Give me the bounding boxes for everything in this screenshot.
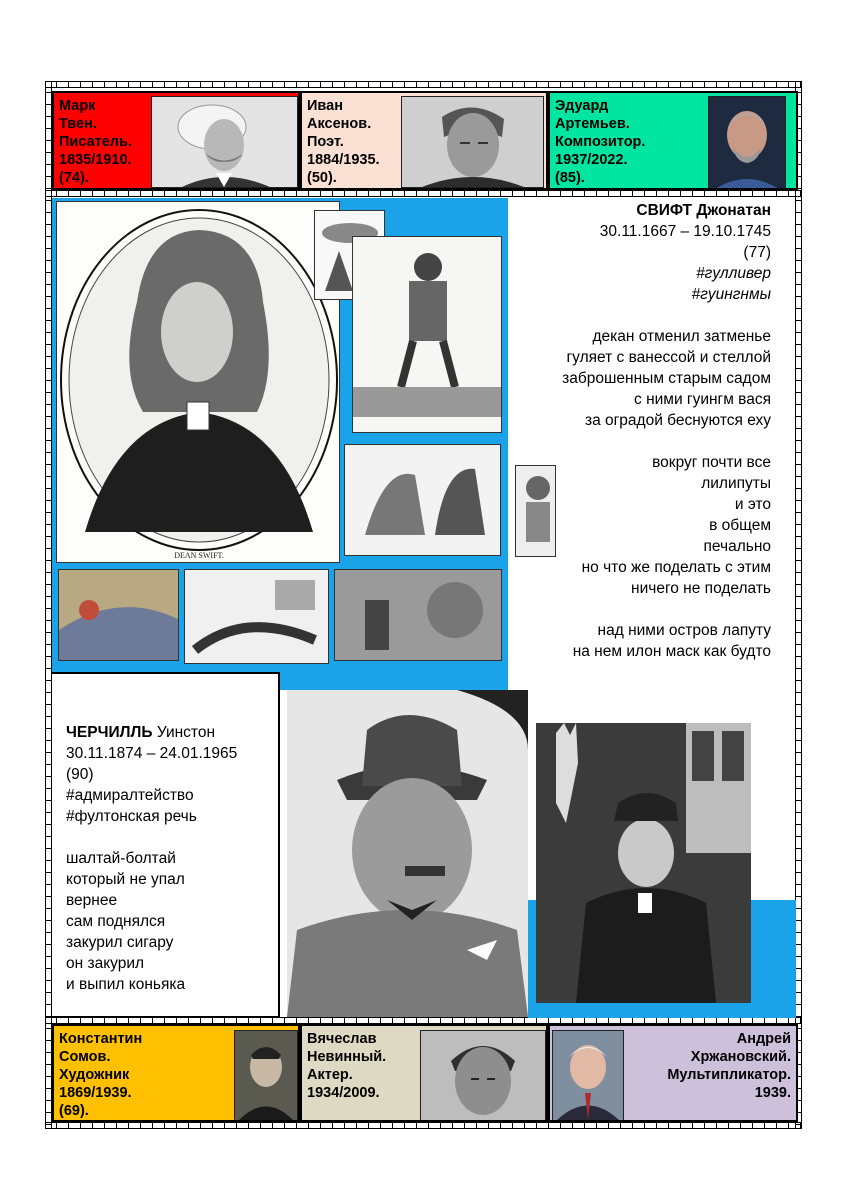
churchill-tag: #адмиралтейство (66, 787, 194, 804)
churchill-name: Уинстон (156, 724, 216, 741)
poem-line: шалтай-болтай (66, 850, 176, 867)
bio-line: Константин (59, 1031, 143, 1047)
swift-portrait-caption: DEAN SWIFT. (174, 551, 224, 560)
poem-line: который не упал (66, 871, 185, 888)
churchill-cigar-photo (287, 690, 528, 1017)
bio-line: Художник (59, 1067, 130, 1083)
swift-heading: СВИФТ Джонатан (636, 202, 771, 219)
frame-divider-bottom (45, 1017, 802, 1024)
poem-line: и это (734, 496, 771, 513)
bio-line: Писатель. (59, 134, 132, 150)
bio-line: Андрей (736, 1031, 791, 1047)
swift-poem (510, 200, 771, 662)
bio-line: Вячеслав (307, 1031, 377, 1047)
bio-card-mark-twain (52, 91, 300, 190)
bio-line: Хржановский. (690, 1049, 791, 1065)
poem-line: вернее (66, 892, 118, 909)
bio-line: 1884/1935. (307, 152, 380, 168)
bio-card-eduard-artemyev (548, 91, 798, 190)
poem-line: декан отменил затменье (592, 328, 771, 345)
bio-line: Твен. (59, 116, 97, 132)
bio-line: Композитор. (555, 134, 646, 150)
frame-bottom-border (45, 1122, 802, 1129)
gulliver-color-illustration (58, 569, 179, 661)
frame-right-border (795, 81, 802, 1129)
poem-line: и выпил коньяка (66, 976, 186, 993)
gulliver-giant-illustration (352, 236, 502, 433)
bio-line: Марк (59, 98, 96, 114)
poem-line: он закурил (66, 955, 145, 972)
bio-line: 1934/2009. (307, 1085, 380, 1101)
churchill-tag: #фултонская речь (66, 808, 197, 825)
swift-dates: 30.11.1667 – 19.10.1745 (599, 223, 771, 240)
bio-card-konstantin-somov (52, 1024, 300, 1122)
swift-tag: #гулливер (696, 265, 771, 282)
churchill-heading: ЧЕРЧИЛЛЬ (66, 724, 153, 741)
poem-line: с ними гуингм вася (634, 391, 771, 408)
bio-line: (85). (555, 170, 585, 186)
bio-line: 1835/1910. (59, 152, 132, 168)
churchill-dates: 30.11.1874 – 24.01.1965 (66, 745, 238, 762)
gulliver-lying-illustration (184, 569, 329, 664)
poem-line: вокруг почти все (652, 454, 771, 471)
bio-line: Аксенов. (307, 116, 372, 132)
poem-line: в общем (709, 517, 771, 534)
churchill-age: (90) (66, 766, 94, 783)
swift-age: (77) (743, 244, 771, 261)
bio-line: 1939. (754, 1085, 791, 1101)
bio-line: (50). (307, 170, 337, 186)
poem-line: но что же поделать с этим (581, 559, 771, 576)
frame-divider-top (45, 190, 802, 197)
bio-line: (74). (59, 170, 89, 186)
poem-line: гуляет с ванессой и стеллой (566, 349, 771, 366)
swift-portrait-engraving (56, 201, 340, 563)
bio-line: Мультипликатор. (667, 1067, 791, 1083)
bio-line: (69). (59, 1103, 89, 1119)
bio-line: Невинный. (307, 1049, 387, 1065)
poem-line: на нем илон маск как будто (572, 643, 771, 660)
frame-left-border (45, 81, 52, 1129)
poem-line: над ними остров лапуту (597, 622, 771, 639)
bio-line: Иван (307, 98, 343, 114)
bio-line: 1869/1939. (59, 1085, 132, 1101)
bio-line: Поэт. (307, 134, 344, 150)
bio-line: Сомов. (59, 1049, 111, 1065)
swift-tag: #гуингнмы (691, 286, 771, 303)
bio-card-andrey-khrzhanovsky (548, 1024, 798, 1122)
bio-card-vyacheslav-nevinny (300, 1024, 548, 1122)
houyhnhnm-horses-illustration (344, 444, 501, 556)
bio-card-ivan-aksenov (300, 91, 548, 190)
churchill-poem (66, 722, 276, 995)
churchill-victory-photo (536, 723, 751, 1003)
bio-line: Эдуард (555, 98, 609, 114)
poem-line: заброшенным старым садом (562, 370, 771, 387)
laputa-scene-illustration (334, 569, 502, 661)
bio-line: Актер. (307, 1067, 353, 1083)
bio-line: 1937/2022. (555, 152, 628, 168)
poem-line: сам поднялся (66, 913, 166, 930)
bio-line: Артемьев. (555, 116, 630, 132)
poem-line: ничего не поделать (631, 580, 771, 597)
poem-line: закурил сигару (66, 934, 174, 951)
poem-line: лилипуты (701, 475, 771, 492)
frame-top-border (45, 81, 802, 88)
poem-line: за оградой беснуются еху (585, 412, 771, 429)
poem-line: печально (703, 538, 771, 555)
